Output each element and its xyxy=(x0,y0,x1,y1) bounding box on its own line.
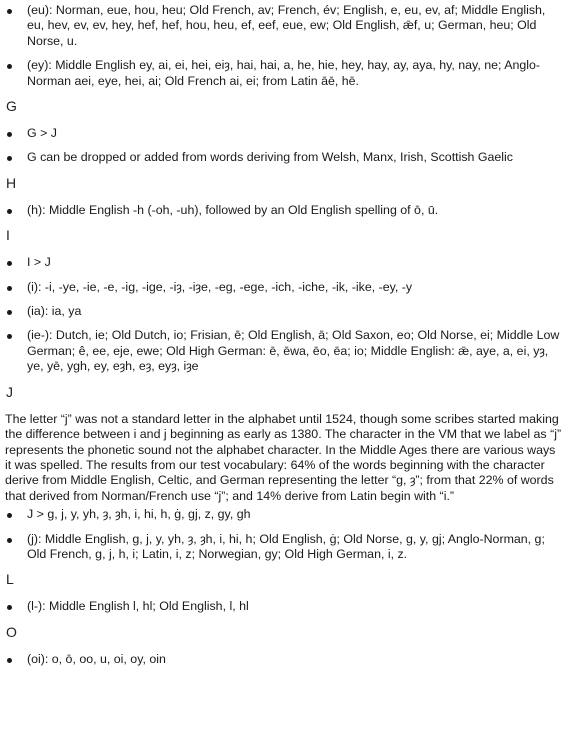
bullet-icon xyxy=(7,9,12,14)
bullet-list-l xyxy=(5,599,564,614)
section-heading-l: L xyxy=(6,571,14,588)
list-item-text: (ia): ia, ya xyxy=(27,304,82,319)
paragraph-j: The letter “j” was not a standard letter in the alphabet until 1524, though some scribes started making the difference between i and j beginning as early as 1380. The character in the VM that we label as “j” represents the phonetic sound not the alphabet character. In the Middle Ages there are various ways it was spelled. The results from our test vocabulary: 64% of the words beginning with the character derive from Middle English, Celtic, and German representing the letter “g, ȝ”; from that 22% of words that derived from Norman/French use “j”; and 14% derive from Latin begin with “i.” xyxy=(5,411,562,503)
list-item xyxy=(5,58,564,89)
section-heading-g: G xyxy=(6,98,17,115)
bullet-icon xyxy=(7,286,12,291)
section-heading-j: J xyxy=(6,383,13,400)
bullet-icon xyxy=(7,658,12,663)
list-item xyxy=(5,652,564,667)
bullet-icon xyxy=(7,132,12,137)
bullet-icon xyxy=(7,334,12,339)
list-item-text: I > J xyxy=(27,255,51,270)
section-heading-o: O xyxy=(6,623,17,640)
section-heading-i: I xyxy=(6,227,10,244)
list-item-text: (l-): Middle English l, hl; Old English, l, hl xyxy=(27,599,249,614)
list-item xyxy=(5,3,564,49)
bullet-icon xyxy=(7,261,12,266)
bullet-icon xyxy=(7,209,12,214)
bullet-list-i xyxy=(5,255,564,374)
bullet-icon xyxy=(7,310,12,315)
list-item xyxy=(5,304,564,319)
bullet-icon xyxy=(7,64,12,69)
bullet-icon xyxy=(7,513,12,518)
bullet-icon xyxy=(7,538,12,543)
bullet-icon xyxy=(7,156,12,161)
list-item-text: (j): Middle English, g, j, y, yh, ȝ, ȝh, i, hi, h; Old English, ġ; Old Norse, g, y, gj; Anglo-Norman, g; Old French, g, j, h, i; Latin, i, z; Norwegian, gy; Old High German, i, z. xyxy=(27,531,545,561)
list-item-text: (oi): o, ō, oo, u, oi, oy, oin xyxy=(27,651,166,666)
list-item xyxy=(5,203,564,218)
bullet-list-j xyxy=(5,507,564,562)
bullet-list-h xyxy=(5,203,564,218)
list-item xyxy=(5,255,564,270)
list-item-text: G can be dropped or added from words deriving from Welsh, Manx, Irish, Scottish Gaelic xyxy=(27,150,513,165)
list-item xyxy=(5,532,564,563)
list-item-text: (i): -i, -ye, -ie, -e, -ig, -ige, -iȝ, -iȝe, -eg, -ege, -ich, -iche, -ik, -ike, -ey, -y xyxy=(27,279,413,294)
list-item-text: (ey): Middle English ey, ai, ei, hei, eiȝ, hai, hai, a, he, hie, hey, hay, ay, aya, hy, nay, ne; Anglo-Norman aei, eye, hei, ai; Old French ai, ei; from Latin āē, hē. xyxy=(27,58,541,88)
list-item-text: (eu): Norman, eue, hou, heu; Old French, av; French, év; English, e, eu, ev, af; Middle English, eu, hev, ev, ev, hey, hef, hef, hou, heu, ef, eef, eue, ew; Old English, ǣf, u; German, heu; Old Norse, u. xyxy=(27,3,546,48)
list-item xyxy=(5,599,564,614)
section-heading-h: H xyxy=(6,174,17,191)
bullet-list-e xyxy=(5,3,564,89)
list-item-text: (ie-): Dutch, ie; Old Dutch, io; Frisian, ē; Old English, ā; Old Saxon, eo; Old Norse, ei; Middle Low German; ê, ee, eje, ewe; Old High German: ē, ēwa, ēo, ēa; io; Middle English: ǣ, aye, a, ei, yȝ, ye, yē, ygh, ey, eȝh, eȝ, eyȝ, iȝe xyxy=(27,328,560,374)
list-item xyxy=(5,280,564,295)
bullet-list-o xyxy=(5,652,564,667)
list-item xyxy=(5,507,564,522)
bullet-icon xyxy=(7,605,12,610)
list-item xyxy=(5,126,564,141)
list-item xyxy=(5,328,564,374)
list-item xyxy=(5,150,564,165)
list-item-text: (h): Middle English -h (-oh, -uh), followed by an Old English spelling of ō, ū. xyxy=(27,202,439,217)
list-item-text: G > J xyxy=(27,126,57,141)
bullet-list-g xyxy=(5,126,564,166)
list-item-text: J > g, j, y, yh, ȝ, ȝh, i, hi, h, ġ, gj, z, gy, gh xyxy=(27,507,251,522)
